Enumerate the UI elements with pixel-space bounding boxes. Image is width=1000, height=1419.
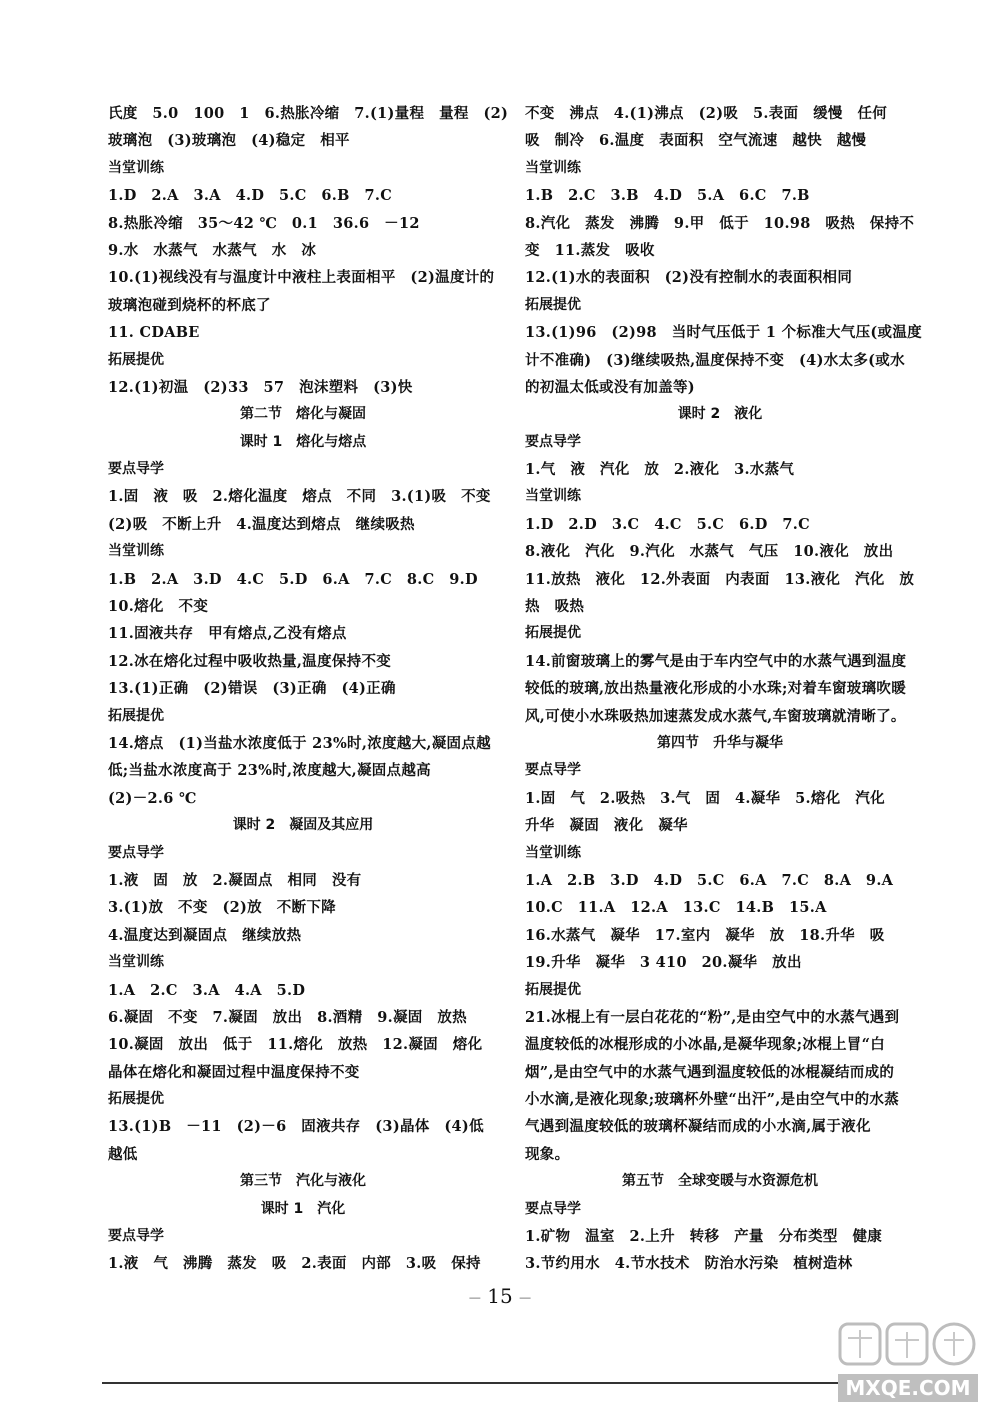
answer-line: 1.固 液 吸 2.熔化温度 熔点 不同 3.(1)吸 不变: [108, 488, 491, 506]
answer-line: 1.D 2.A 3.A 4.D 5.C 6.B 7.C: [108, 187, 393, 205]
page-number-dash-left: —: [468, 1290, 481, 1305]
answer-line: 玻璃泡碰到烧杯的杯底了: [108, 296, 271, 314]
answer-line: 1.气 液 汽化 放 2.液化 3.水蒸气: [525, 461, 795, 479]
answer-line: 温度较低的冰棍形成的小冰晶,是凝华现象;冰棍上冒“白: [525, 1036, 886, 1054]
answer-line: 升华 凝固 液化 凝华: [525, 817, 688, 835]
page-number-dash-right: —: [519, 1290, 532, 1305]
answer-line: 1.B 2.A 3.D 4.C 5.D 6.A 7.C 8.C 9.D: [108, 570, 478, 588]
answer-line: 热 吸热: [525, 598, 585, 616]
section-heading: 拓展提优: [525, 625, 581, 642]
answer-line: 1.A 2.B 3.D 4.D 5.C 6.A 7.C 8.A 9.A: [525, 871, 894, 889]
answer-line: 氏度 5.0 100 1 6.热胀冷缩 7.(1)量程 量程 (2): [108, 105, 509, 122]
answer-line: 变 11.蒸发 吸收: [525, 241, 655, 259]
answer-line: 8.热胀冷缩 35～42 ℃ 0.1 36.6 －12: [108, 214, 420, 232]
page-number: [0, 1284, 1000, 1308]
answer-line: 1.B 2.C 3.B 4.D 5.A 6.C 7.B: [525, 187, 810, 205]
section-heading: 拓展提优: [108, 1091, 164, 1108]
answer-line: 4.温度达到凝固点 继续放热: [108, 926, 302, 944]
answer-line: 1.A 2.C 3.A 4.A 5.D: [108, 981, 306, 999]
section-heading: 要点导学: [525, 433, 581, 450]
answer-line: 10.凝固 放出 低于 11.熔化 放热 12.凝固 熔化: [108, 1036, 483, 1054]
answer-line: 越低: [108, 1145, 138, 1163]
answer-line: 10.(1)视线没有与温度计中液柱上表面相平 (2)温度计的: [108, 269, 495, 287]
section-heading: 拓展提优: [108, 707, 164, 724]
answer-line: 1.D 2.D 3.C 4.C 5.C 6.D 7.C: [525, 515, 810, 533]
section-heading: 要点导学: [108, 1228, 164, 1245]
answer-line: 风,可使小水珠吸热加速蒸发成水蒸气,车窗玻璃就清晰了。: [525, 707, 906, 725]
answer-line: 13.(1)96 (2)98 当时气压低于 1 个标准大气压(或温度: [525, 324, 922, 342]
answer-line: 10.熔化 不变: [108, 598, 209, 616]
answer-line: 13.(1)正确 (2)错误 (3)正确 (4)正确: [108, 680, 396, 698]
watermark-site-text: MXQE.COM: [845, 1376, 971, 1400]
section-heading: 要点导学: [525, 762, 581, 779]
answer-line: 8.汽化 蒸发 沸腾 9.甲 低于 10.98 吸热 保持不: [525, 214, 915, 232]
answer-line: 较低的玻璃,放出热量液化形成的小水珠;对着车窗玻璃吹暖: [525, 680, 906, 698]
answer-line: 14.熔点 (1)当盐水浓度低于 23%时,浓度越大,凝固点越: [108, 734, 491, 752]
section-title: 课时 1 汽化: [260, 1200, 346, 1217]
answer-line: 6.凝固 不变 7.凝固 放出 8.酒精 9.凝固 放热: [108, 1008, 467, 1026]
answer-line: 11.放热 液化 12.外表面 内表面 13.液化 汽化 放: [525, 570, 915, 588]
answer-line: 9.水 水蒸气 水蒸气 水 冰: [108, 241, 317, 259]
right-column: [525, 100, 922, 1278]
answer-line: 小水滴,是液化现象;玻璃杯外壁“出汗”,是由空气中的水蒸: [525, 1091, 900, 1109]
section-heading: 当堂训练: [108, 954, 164, 971]
answer-line: (2)吸 不断上升 4.温度达到熔点 继续吸热: [108, 515, 415, 533]
section-heading: 拓展提优: [108, 351, 164, 368]
answer-line: 12.(1)水的表面积 (2)没有控制水的表面积相同: [525, 269, 853, 287]
answer-line: 10.C 11.A 12.A 13.C 14.B 15.A: [525, 899, 827, 917]
section-heading: 拓展提优: [525, 296, 581, 313]
bottom-rule: [102, 1382, 952, 1384]
answer-line: 1.液 气 沸腾 蒸发 吸 2.表面 内部 3.吸 保持: [108, 1255, 481, 1273]
section-title: 课时 2 凝固及其应用: [232, 817, 374, 834]
section-title: 第二节 熔化与凝固: [240, 406, 366, 423]
section-heading: 当堂训练: [108, 543, 164, 560]
section-title: 课时 2 液化: [677, 406, 763, 423]
answer-line: 12.(1)初温 (2)33 57 泡沫塑料 (3)快: [108, 378, 413, 396]
section-title: 课时 1 熔化与熔点: [239, 433, 367, 450]
answer-line: 玻璃泡 (3)玻璃泡 (4)稳定 相平: [108, 132, 350, 150]
section-heading: 要点导学: [525, 1200, 581, 1217]
answer-line: 19.升华 凝华 3 410 20.凝华 放出: [525, 954, 802, 972]
left-column: [108, 100, 509, 1278]
answer-line: 16.水蒸气 凝华 17.室内 凝华 放 18.升华 吸: [525, 926, 885, 944]
section-heading: 拓展提优: [525, 981, 581, 998]
answer-line: 烟”,是由空气中的水蒸气遇到温度较低的冰棍凝结而成的: [525, 1063, 895, 1081]
section-title: 第五节 全球变暖与水资源危机: [622, 1173, 818, 1190]
answer-line: 12.冰在熔化过程中吸收热量,温度保持不变: [108, 652, 392, 670]
answer-line: 11. CDABE: [108, 324, 200, 342]
page-number-value: 15: [487, 1284, 513, 1308]
answer-line: 3.节约用水 4.节水技术 防治水污染 植树造林: [525, 1255, 853, 1273]
answer-line: 计不准确) (3)继续吸热,温度保持不变 (4)水太多(或水: [525, 351, 905, 369]
section-heading: 当堂训练: [525, 844, 581, 861]
answer-line: 21.冰棍上有一层白花花的“粉”,是由空气中的水蒸气遇到: [525, 1008, 900, 1026]
answer-line: (2)－2.6 ℃: [108, 789, 197, 807]
section-title: 第四节 升华与凝华: [657, 734, 783, 751]
answer-line: 13.(1)B －11 (2)－6 固液共存 (3)晶体 (4)低: [108, 1118, 484, 1136]
section-title: 第三节 汽化与液化: [240, 1173, 366, 1190]
answer-line: 晶体在熔化和凝固过程中温度保持不变: [108, 1063, 360, 1081]
answer-line: 8.液化 汽化 9.汽化 水蒸气 气压 10.液化 放出: [525, 543, 894, 561]
answer-line: 11.固液共存 甲有熔点,乙没有熔点: [108, 625, 347, 643]
answer-line: 气遇到温度较低的玻璃杯凝结而成的小水滴,属于液化: [525, 1118, 871, 1136]
answer-line: 1.液 固 放 2.凝固点 相同 没有: [108, 871, 362, 889]
section-heading: 要点导学: [108, 844, 164, 861]
section-heading: 当堂训练: [525, 488, 581, 505]
section-heading: 当堂训练: [108, 159, 164, 176]
section-heading: 要点导学: [108, 461, 164, 478]
answer-line: 吸 制冷 6.温度 表面积 空气流速 越快 越慢: [525, 132, 867, 150]
answer-line: 现象。: [525, 1145, 570, 1163]
answer-line: 3.(1)放 不变 (2)放 不断下降: [108, 899, 336, 917]
answer-line: 1.固 气 2.吸热 3.气 固 4.凝华 5.熔化 汽化: [525, 789, 885, 807]
answer-line: 的初温太低或没有加盖等): [525, 378, 695, 396]
answer-line: 低;当盐水浓度高于 23%时,浓度越大,凝固点越高: [108, 762, 431, 780]
section-heading: 当堂训练: [525, 159, 581, 176]
answer-line: 14.前窗玻璃上的雾气是由于车内空气中的水蒸气遇到温度: [525, 652, 907, 670]
answer-line: 不变 沸点 4.(1)沸点 (2)吸 5.表面 缓慢 任何: [525, 105, 888, 122]
watermark-logo: [832, 1318, 982, 1408]
answer-line: 1.矿物 温室 2.上升 转移 产量 分布类型 健康: [525, 1228, 883, 1246]
